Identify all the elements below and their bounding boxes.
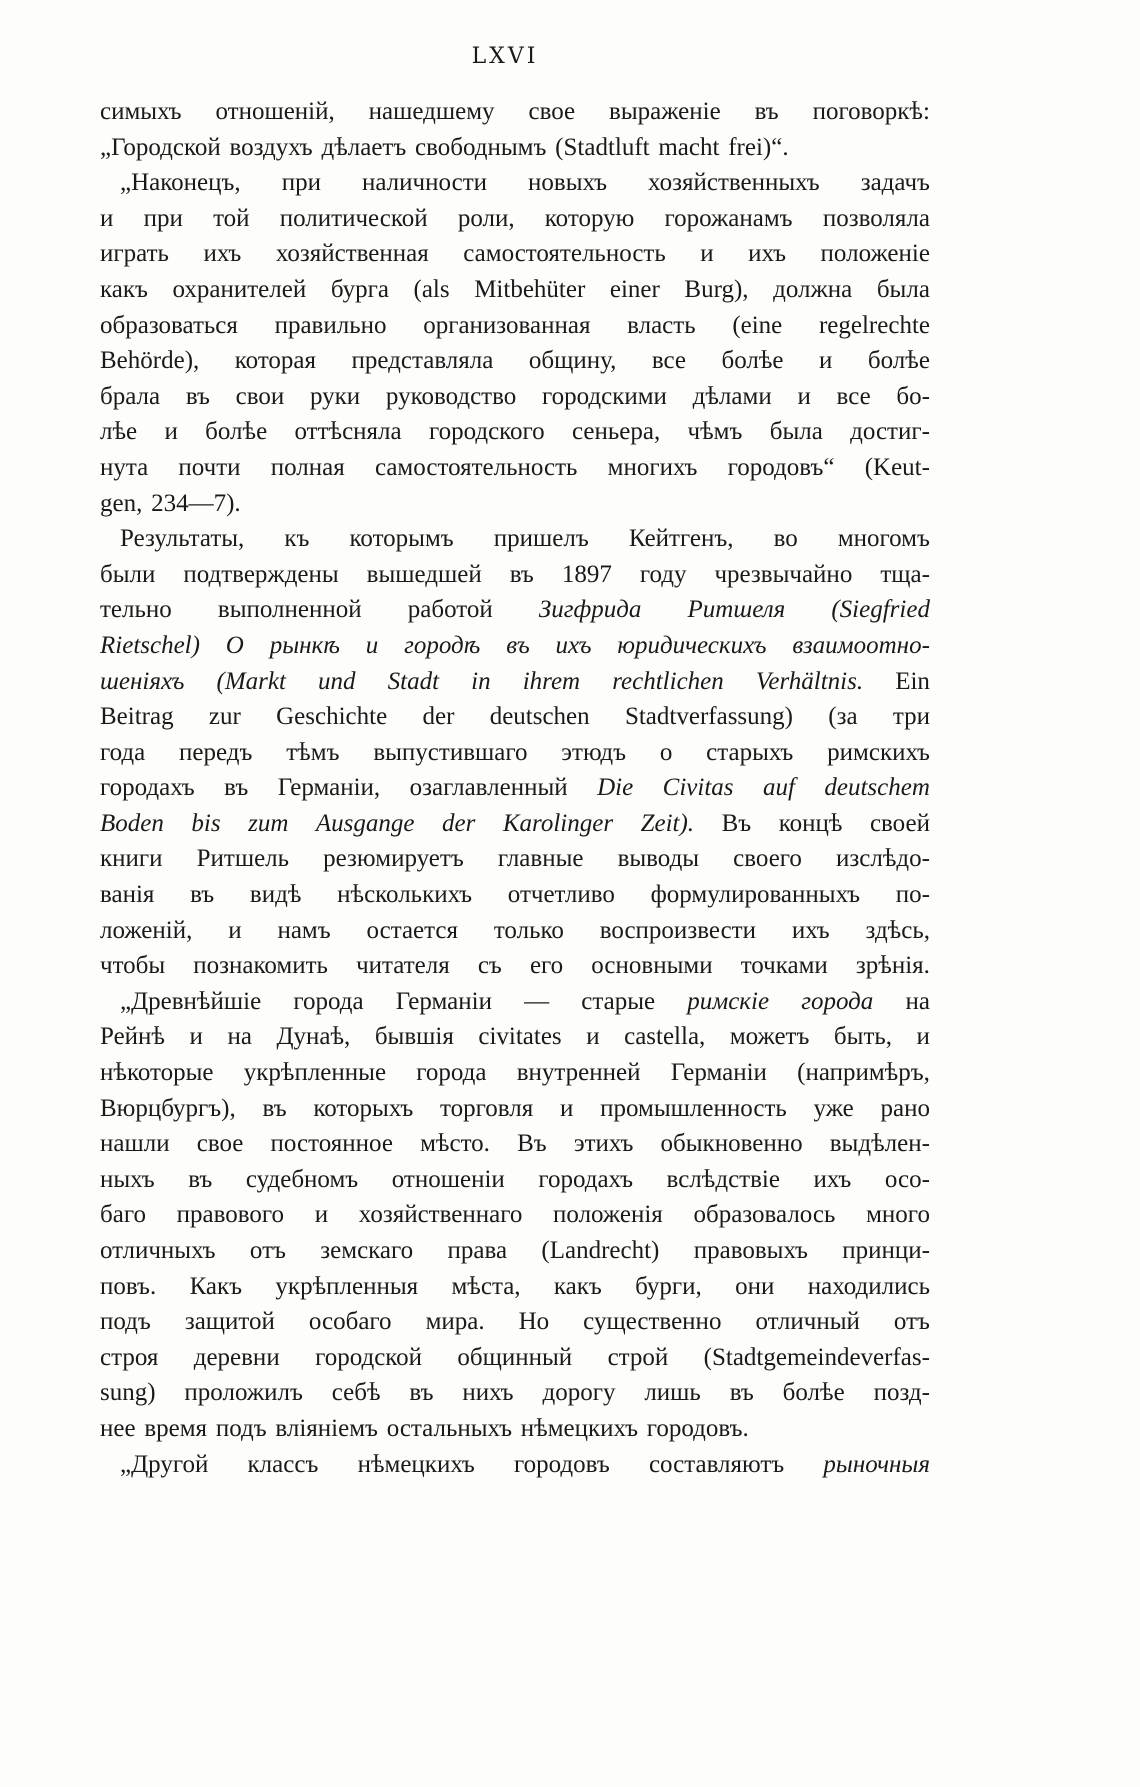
body-text bbox=[100, 98, 930, 1486]
text-line: нее время подъ влiянiемъ остальныхъ нѣмецкихъ городовъ. bbox=[100, 1414, 749, 1442]
text-line: „Другой классъ нѣмецкихъ городовъ составляютъ рыночныя bbox=[120, 1450, 930, 1478]
text-line: лѣе и болѣе оттѣсняла городского сеньера, чѣмъ была достиг- bbox=[100, 418, 930, 446]
text-line: отличныхъ отъ земскаго права (Landrecht) правовыхъ принци- bbox=[100, 1237, 930, 1264]
text-line: образоваться правильно организованная власть (eine regelrechte bbox=[100, 311, 930, 339]
text-line: нашли свое постоянное мѣсто. Въ этихъ обыкновенно выдѣлен- bbox=[100, 1130, 930, 1158]
text-line: ныхъ въ судебномъ отношенiи городахъ вслѣдствiе ихъ осо- bbox=[100, 1165, 930, 1193]
text-line: Результаты, къ которымъ пришелъ Кейтгенъ, во многомъ bbox=[120, 525, 930, 553]
text-line: нута почти полная самостоятельность многихъ городовъ“ (Keut- bbox=[100, 453, 930, 481]
text-line: играть ихъ хозяйственная самостоятельность и ихъ положенiе bbox=[100, 240, 930, 268]
text-line: нѣкоторые укрѣпленные города внутренней Германiи (напримѣръ, bbox=[100, 1059, 930, 1087]
text-line: баго правового и хозяйственнаго положенiя образовалось много bbox=[100, 1201, 930, 1229]
page-number: LXVI bbox=[471, 44, 539, 69]
text-line: подъ защитой особаго мира. Но существенно отличный отъ bbox=[100, 1308, 930, 1336]
text-line: sung) проложилъ себѣ въ нихъ дорогу лишь въ болѣе позд- bbox=[100, 1379, 930, 1407]
text-line: чтобы познакомить читателя съ его основными точками зрѣнiя. bbox=[100, 952, 930, 980]
text-line: книги Ритшель резюмируетъ главные выводы своего изслѣдо- bbox=[100, 845, 930, 873]
text-line: были подтверждены вышедшей въ 1897 году чрезвычайно тща- bbox=[100, 560, 930, 588]
text-line: ложенiй, и намъ остается только воспроизвести ихъ здѣсь, bbox=[100, 916, 930, 944]
text-line: симыхъ отношенiй, нашедшему свое выраженiе въ поговоркѣ: bbox=[100, 98, 930, 125]
text-line: Boden bis zum Ausgange der Karolinger Zeit). Въ концѣ своей bbox=[100, 809, 930, 837]
text-line: года передъ тѣмъ выпустившаго этюдъ о старыхъ римскихъ bbox=[100, 738, 930, 766]
text-line: „Городской воздухъ дѣлаетъ свободнымъ (Stadtluft macht frei)“. bbox=[100, 133, 789, 161]
text-line: и при той политической роли, которую горожанамъ позволяла bbox=[100, 204, 930, 232]
text-line: Behörde), которая представляла общину, все болѣе и болѣе bbox=[100, 347, 930, 375]
text-line: Rietschel) О рынкѣ и городѣ въ ихъ юридическихъ взаимоотно- bbox=[100, 631, 930, 659]
text-line: шенiяхъ (Markt und Stadt in ihrem rechtlichen Verhältnis. Ein bbox=[100, 667, 930, 695]
text-line: Рейнѣ и на Дунаѣ, бывшiя civitates и castella, можетъ быть, и bbox=[100, 1023, 930, 1051]
text-line: ванiя въ видѣ нѣсколькихъ отчетливо формулированныхъ по- bbox=[100, 881, 930, 909]
text-line: повъ. Какъ укрѣпленныя мѣста, какъ бурги, они находились bbox=[100, 1272, 930, 1300]
text-line: какъ охранителей бурга (als Mitbehüter einer Burg), должна была bbox=[100, 275, 930, 303]
text-line: gen, 234—7). bbox=[100, 489, 241, 517]
text-line: Вюрцбургъ), въ которыхъ торговля и промышленность уже рано bbox=[100, 1094, 930, 1122]
text-line: тельно выполненной работой Зигфрида Ритшеля (Siegfried bbox=[100, 596, 930, 624]
text-line: городахъ въ Германiи, озаглавленный Die Civitas auf deutschem bbox=[100, 774, 930, 802]
text-line: брала въ свои руки руководство городскими дѣлами и все бо- bbox=[100, 382, 930, 410]
text-line: „Древнѣйшiе города Германiи — старые римскiе города на bbox=[120, 987, 930, 1015]
text-line: Beitrag zur Geschichte der deutschen Stadtverfassung) (за три bbox=[100, 703, 930, 731]
text-line: „Наконецъ, при наличности новыхъ хозяйственныхъ задачъ bbox=[120, 169, 930, 197]
text-line: строя деревни городской общинный строй (Stadtgemeindeverfas- bbox=[100, 1343, 930, 1371]
